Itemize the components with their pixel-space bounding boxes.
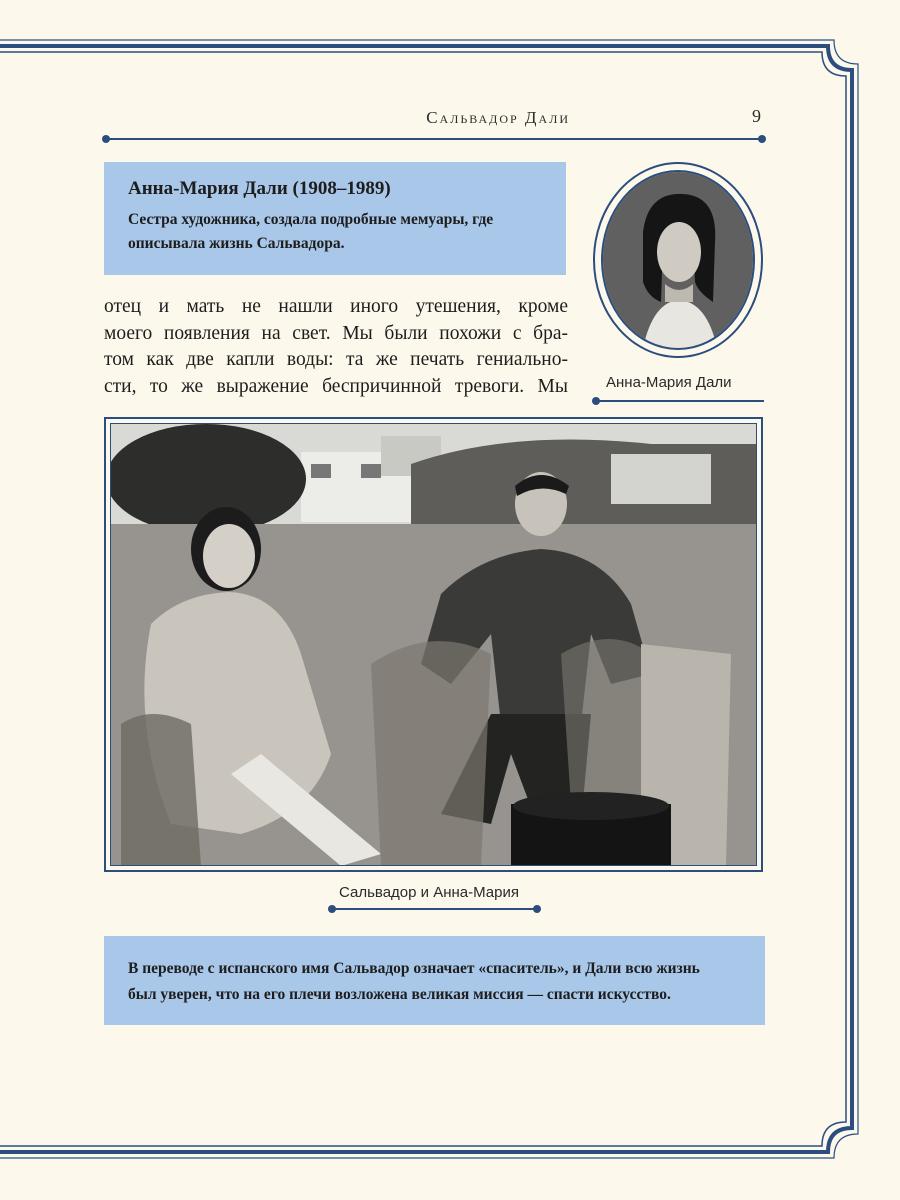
body-line: отец и мать не нашли иного утешения, кроме [104, 296, 568, 317]
body-line: том как две капли воды: та же печать гениально- [104, 349, 568, 370]
fact-note-box [104, 936, 765, 1025]
infobox-line: Сестра художника, создала подробные мемуары, где [128, 211, 494, 228]
photo-caption: Сальвадор и Анна-Мария [339, 884, 519, 901]
infobox-line: описывала жизнь Сальвадора. [128, 235, 345, 252]
page-number: 9 [752, 106, 761, 126]
portrait-caption: Анна-Мария Дали [606, 374, 732, 391]
note-line: В переводе с испанского имя Сальвадор означает «спаситель», и Дали всю жизнь [128, 960, 700, 977]
photo-caption-rule [333, 908, 536, 910]
body-line: сти, то же выражение беспричинной тревоги. Мы [104, 375, 568, 397]
header-rule [106, 138, 762, 140]
bio-infobox [104, 162, 566, 275]
running-head-title: Сальвадор Дали [426, 108, 570, 127]
portrait-photo [601, 170, 755, 350]
portrait-caption-dot [592, 397, 600, 405]
header-rule-dot-right [758, 135, 766, 143]
header-rule-dot-left [102, 135, 110, 143]
note-line: был уверен, что на его плечи возложена великая миссия — спасти искусство. [128, 986, 671, 1003]
portrait-caption-rule [597, 400, 764, 402]
infobox-text [128, 208, 542, 256]
photo-caption-dot-right [533, 905, 541, 913]
main-photo [110, 423, 757, 866]
infobox-title: Анна-Мария Дали (1908–1989) [128, 178, 391, 199]
body-paragraph [104, 294, 568, 400]
body-line: моего появления на свет. Мы были похожи с бра- [104, 322, 568, 344]
portrait-frame [593, 162, 763, 358]
photo-caption-dot-left [328, 905, 336, 913]
photo-frame [104, 417, 763, 872]
